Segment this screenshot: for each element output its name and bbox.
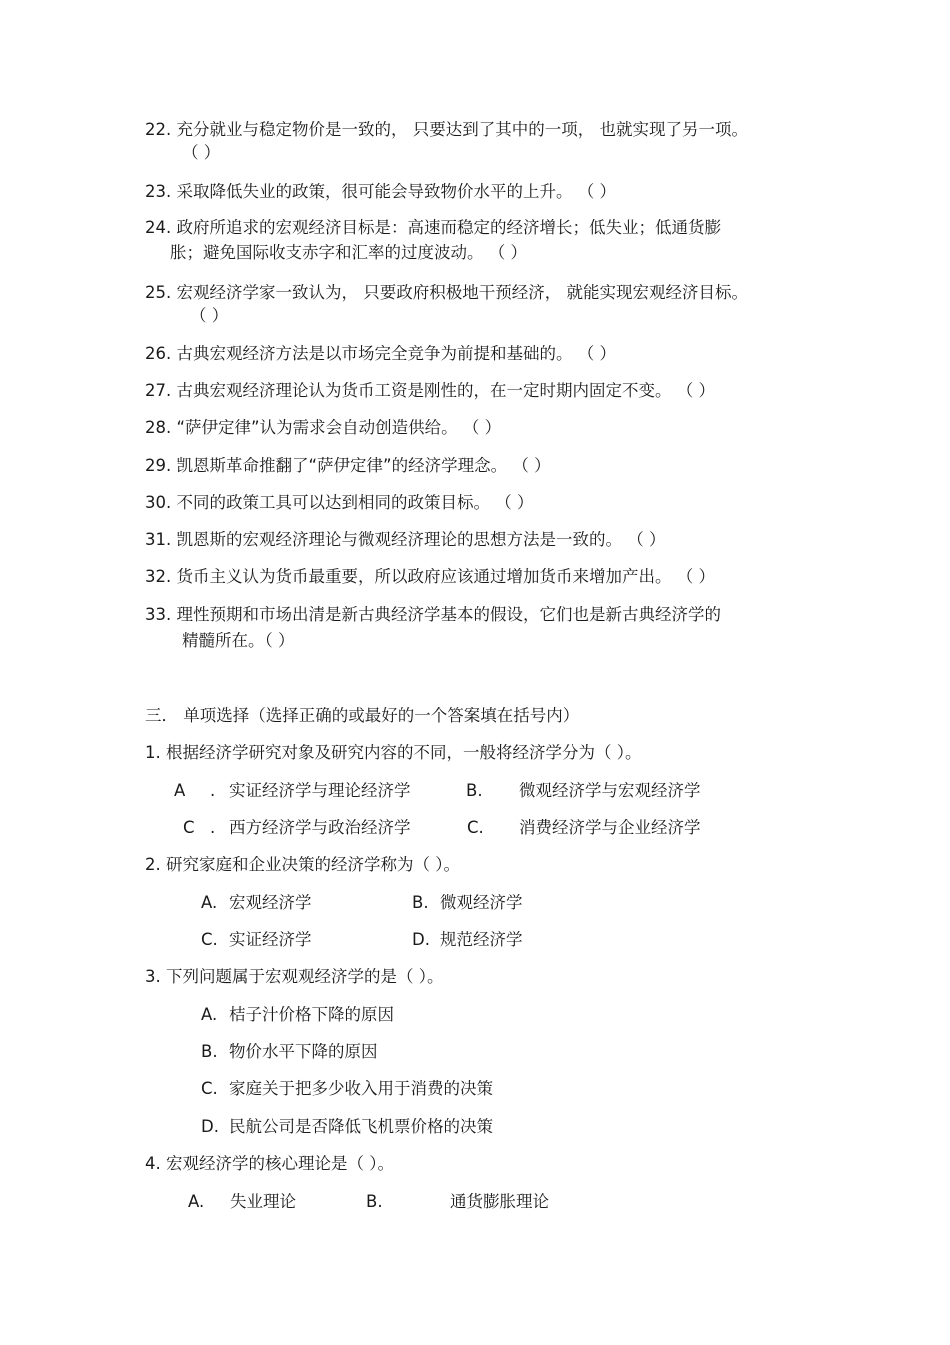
mc-q3-option-d-letter: D. [201,1117,219,1136]
question-24-line2: 胀；避免国际收支赤字和汇率的过度波动。 （ ） [170,243,527,262]
question-23: 23. 采取降低失业的政策，很可能会导致物价水平的上升。 （ ） [145,182,616,201]
mc-q4-option-b-letter: B. [366,1192,383,1211]
question-33-line2: 精髓所在。（ ） [182,631,295,650]
question-22-line2: （ ） [182,143,221,162]
mc-q1-option-d-letter: C. [467,818,484,837]
question-26: 26. 古典宏观经济方法是以市场完全竞争为前提和基础的。 （ ） [145,344,616,363]
question-30: 30. 不同的政策工具可以达到相同的政策目标。 （ ） [145,493,534,512]
mc-q3-option-a-text: 桔子汁价格下降的原因 [229,1005,394,1024]
question-25-line2: （ ） [190,306,229,325]
question-29: 29. 凯恩斯革命推翻了“萨伊定律”的经济学理念。 （ ） [145,456,551,475]
mc-q1-option-c-dot: . [210,818,216,837]
mc-question-4-stem: 4. 宏观经济学的核心理论是（ ）。 [145,1154,394,1173]
question-31: 31. 凯恩斯的宏观经济理论与微观经济理论的思想方法是一致的。 （ ） [145,530,666,549]
mc-q2-option-d-text: 规范经济学 [440,930,523,949]
mc-q2-option-c-text: 实证经济学 [229,930,312,949]
question-24-line1: 24. 政府所追求的宏观经济目标是：高速而稳定的经济增长；低失业；低通货膨 [145,218,721,237]
mc-q3-option-c-letter: C. [201,1079,218,1098]
mc-question-1-stem: 1. 根据经济学研究对象及研究内容的不同，一般将经济学分为（ ）。 [145,743,642,762]
question-22-line1: 22. 充分就业与稳定物价是一致的， 只要达到了其中的一项， 也就实现了另一项。 [145,120,748,139]
mc-question-3-stem: 3. 下列问题属于宏观观经济学的是（ ）。 [145,967,444,986]
mc-q1-option-a-dot: . [210,781,216,800]
question-33-line1: 33. 理性预期和市场出清是新古典经济学基本的假设，它们也是新古典经济学的 [145,605,721,624]
mc-q1-option-a-letter: A [174,781,186,800]
mc-question-2-stem: 2. 研究家庭和企业决策的经济学称为（ ）。 [145,855,460,874]
mc-q2-option-b-letter: B. [412,893,429,912]
mc-q2-option-a-text: 宏观经济学 [229,893,312,912]
section-heading: 三． 单项选择（选择正确的或最好的一个答案填在括号内） [145,706,580,725]
mc-q4-option-a-letter: A. [188,1192,205,1211]
mc-q4-option-a-text: 失业理论 [230,1192,296,1211]
mc-q2-option-b-text: 微观经济学 [440,893,523,912]
question-27: 27. 古典宏观经济理论认为货币工资是刚性的，在一定时期内固定不变。 （ ） [145,381,715,400]
mc-q1-option-a-text: 实证经济学与理论经济学 [229,781,411,800]
mc-q2-option-d-letter: D. [412,930,430,949]
mc-q3-option-a-letter: A. [201,1005,218,1024]
mc-q1-option-b-text: 微观经济学与宏观经济学 [519,781,701,800]
question-28: 28. “萨伊定律”认为需求会自动创造供给。 （ ） [145,418,502,437]
mc-q3-option-b-text: 物价水平下降的原因 [229,1042,378,1061]
mc-q2-option-a-letter: A. [201,893,218,912]
mc-q4-option-b-text: 通货膨胀理论 [450,1192,549,1211]
mc-q3-option-c-text: 家庭关于把多少收入用于消费的决策 [229,1079,493,1098]
mc-q3-option-b-letter: B. [201,1042,218,1061]
mc-q1-option-c-text: 西方经济学与政治经济学 [229,818,411,837]
mc-q1-option-c-letter: C [183,818,195,837]
mc-q3-option-d-text: 民航公司是否降低飞机票价格的决策 [229,1117,493,1136]
question-25-line1: 25. 宏观经济学家一致认为， 只要政府积极地干预经济， 就能实现宏观经济目标。 [145,283,748,302]
mc-q2-option-c-letter: C. [201,930,218,949]
mc-q1-option-b-letter: B. [466,781,483,800]
question-32: 32. 货币主义认为货币最重要，所以政府应该通过增加货币来增加产出。 （ ） [145,567,715,586]
mc-q1-option-d-text: 消费经济学与企业经济学 [519,818,701,837]
